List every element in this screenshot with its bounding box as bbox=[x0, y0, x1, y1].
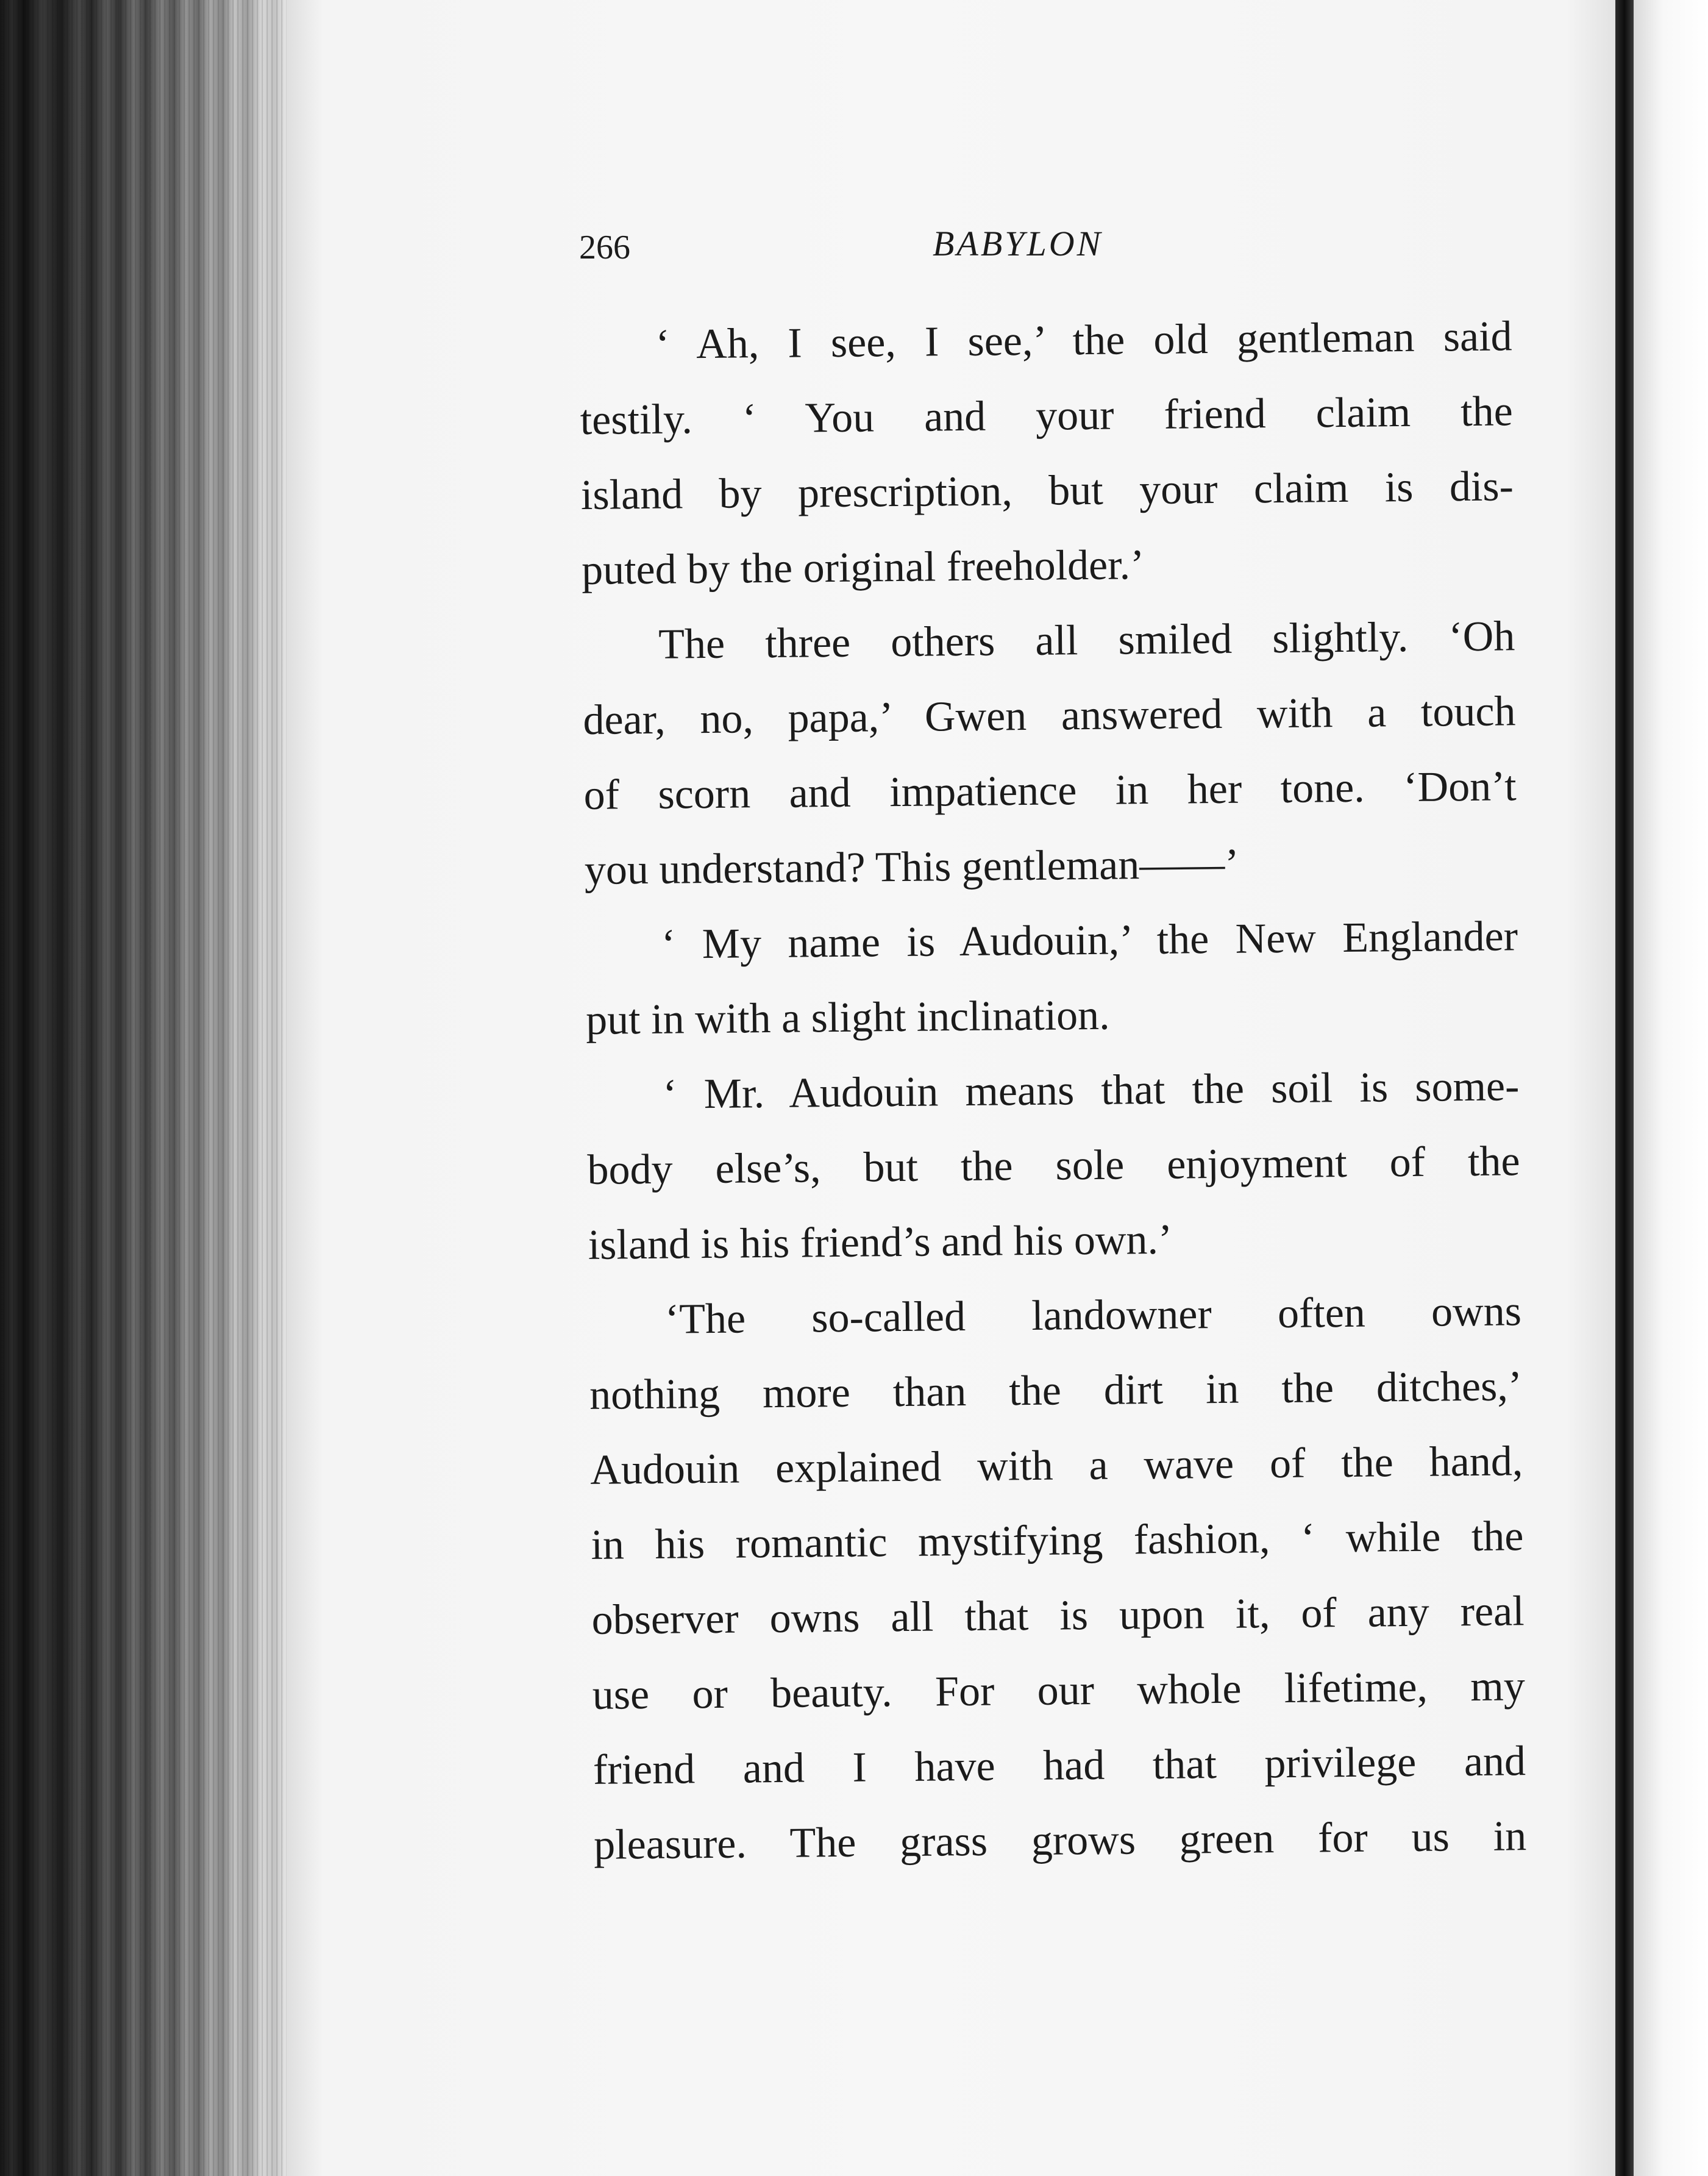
text-line: puted by the original freeholder.’ bbox=[581, 541, 1145, 594]
text-line: ‘ Ah, I see, I see,’ the old gentleman said bbox=[655, 313, 1512, 368]
page-number: 266 bbox=[579, 229, 630, 266]
text-line: island by prescription, but your claim is dis- bbox=[580, 463, 1514, 519]
text-line: dear, no, papa,’ Gwen answered with a touch bbox=[583, 688, 1516, 744]
text-line: The three others all smiled slightly. ‘Oh bbox=[658, 613, 1515, 668]
text-line: nothing more than the dirt in the ditches,’ bbox=[589, 1363, 1523, 1419]
text-line: pleasure. The grass grows green for us in bbox=[593, 1813, 1527, 1869]
text-line: observer owns all that is upon it, of any real bbox=[591, 1588, 1525, 1644]
text-line: of scorn and impatience in her tone. ‘Don’t bbox=[583, 763, 1517, 819]
text-line: island is his friend’s and his own.’ bbox=[588, 1216, 1173, 1269]
text-line: ‘ My name is Audouin,’ the New Englander bbox=[661, 913, 1518, 968]
text-line: put in with a slight inclination. bbox=[585, 991, 1110, 1044]
text-line: in his romantic mystifying fashion, ‘ while the bbox=[591, 1513, 1524, 1569]
binding-edge bbox=[1615, 0, 1634, 2176]
text-line: Audouin explained with a wave of the hand, bbox=[589, 1438, 1523, 1494]
text-line: ‘The so-called landowner often owns bbox=[664, 1288, 1522, 1343]
text-line: body else’s, but the sole enjoyment of the bbox=[587, 1138, 1520, 1194]
page-header bbox=[579, 219, 1506, 274]
page-leaves bbox=[0, 0, 286, 2176]
text-line: you understand? This gentleman——’ bbox=[584, 840, 1239, 894]
text-line: testily. ‘ You and your friend claim the bbox=[580, 388, 1514, 444]
body-text bbox=[579, 299, 1527, 1883]
text-line: ‘ Mr. Audouin means that the soil is some- bbox=[663, 1063, 1520, 1118]
right-margin bbox=[1634, 0, 1708, 2176]
running-title: BABYLON bbox=[933, 224, 1103, 263]
text-line: use or beauty. For our whole lifetime, my bbox=[592, 1663, 1526, 1719]
text-line: friend and I have had that privilege and bbox=[592, 1738, 1526, 1794]
